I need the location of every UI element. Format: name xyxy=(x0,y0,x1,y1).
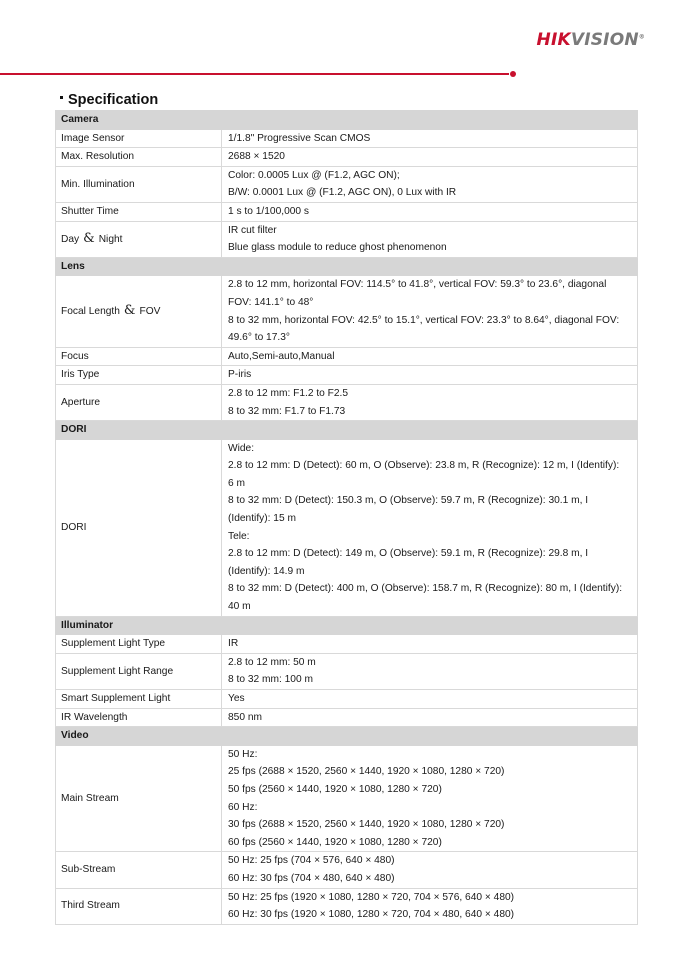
spec-value: Wide: 2.8 to 12 mm: D (Detect): 60 m, O (Observe): 23.8 m, R (Recognize): 12 m, I (Identify): 6 m 8 to 32 mm: D (Detect): 150.3 m, O (Observe): 59.7 m, R (Recognize): 30.1 m, I (Identify): 15 m Tele: 2.8 to 12 mm: D (Detect): 149 m, O (Observe): 59.1 m, R (Recognize): 29.8 m, I (Identify): 14.9 m 8 to 32 mm: D (Detect): 400 m, O (Observe): 158.7 m, R (Recognize): 80 m, I (Identify): 40 m xyxy=(222,439,638,616)
group-header-illuminator: Illuminator xyxy=(56,616,638,635)
table-row xyxy=(56,202,638,221)
spec-value: P-iris xyxy=(222,366,638,385)
table-row xyxy=(56,653,638,689)
spec-label: Focal Length & FOV xyxy=(56,276,222,347)
table-row xyxy=(56,888,638,924)
group-header-video: Video xyxy=(56,727,638,746)
spec-value: 2688 × 1520 xyxy=(222,148,638,167)
spec-value: Auto,Semi-auto,Manual xyxy=(222,347,638,366)
spec-value: 850 nm xyxy=(222,708,638,727)
table-row xyxy=(56,166,638,202)
bullet-icon xyxy=(60,96,63,99)
section-title xyxy=(60,92,158,108)
spec-label: Image Sensor xyxy=(56,129,222,148)
table-row xyxy=(56,635,638,654)
spec-label: Iris Type xyxy=(56,366,222,385)
spec-value: Yes xyxy=(222,690,638,709)
specification-table xyxy=(55,110,638,925)
spec-label: Supplement Light Range xyxy=(56,653,222,689)
spec-label: Shutter Time xyxy=(56,202,222,221)
spec-value: 1 s to 1/100,000 s xyxy=(222,202,638,221)
table-row xyxy=(56,745,638,852)
logo-hik-text: HIK xyxy=(536,30,571,50)
spec-value: 1/1.8" Progressive Scan CMOS xyxy=(222,129,638,148)
table-row xyxy=(56,708,638,727)
spec-label: Day & Night xyxy=(56,221,222,257)
spec-label: Main Stream xyxy=(56,745,222,852)
spec-label: DORI xyxy=(56,439,222,616)
spec-label: Max. Resolution xyxy=(56,148,222,167)
table-row xyxy=(56,439,638,616)
table-row xyxy=(56,690,638,709)
spec-value: Color: 0.0005 Lux @ (F1.2, AGC ON); B/W: 0.0001 Lux @ (F1.2, AGC ON), 0 Lux with IR xyxy=(222,166,638,202)
spec-value: 2.8 to 12 mm: F1.2 to F2.5 8 to 32 mm: F1.7 to F1.73 xyxy=(222,384,638,420)
logo-registered-mark: ® xyxy=(638,33,645,41)
section-title-text: Specification xyxy=(68,92,159,108)
table-row xyxy=(56,384,638,420)
spec-value: 50 Hz: 25 fps (704 × 576, 640 × 480) 60 Hz: 30 fps (704 × 480, 640 × 480) xyxy=(222,852,638,888)
spec-label: Third Stream xyxy=(56,888,222,924)
spec-label: Smart Supplement Light xyxy=(56,690,222,709)
spec-label: Supplement Light Type xyxy=(56,635,222,654)
spec-label: IR Wavelength xyxy=(56,708,222,727)
table-row xyxy=(56,148,638,167)
table-row xyxy=(56,129,638,148)
group-header-camera: Camera xyxy=(56,111,638,130)
spec-value: IR cut filter Blue glass module to reduce ghost phenomenon xyxy=(222,221,638,257)
spec-label: Sub-Stream xyxy=(56,852,222,888)
spec-value: IR xyxy=(222,635,638,654)
group-header-dori: DORI xyxy=(56,421,638,440)
spec-label: Aperture xyxy=(56,384,222,420)
spec-label: Min. Illumination xyxy=(56,166,222,202)
header-divider-line xyxy=(0,73,509,75)
logo-vision-text: VISION xyxy=(570,30,639,50)
group-header-lens: Lens xyxy=(56,257,638,276)
spec-value: 2.8 to 12 mm: 50 m 8 to 32 mm: 100 m xyxy=(222,653,638,689)
table-row xyxy=(56,366,638,385)
hikvision-logo xyxy=(537,30,645,50)
spec-value: 2.8 to 12 mm, horizontal FOV: 114.5° to 41.8°, vertical FOV: 59.3° to 23.6°, diagonal FOV: 141.1° to 48° 8 to 32 mm, horizontal FOV: 42.5° to 15.1°, vertical FOV: 23.3° to 8.64°, diagonal FOV: 49.6° to 17.3° xyxy=(222,276,638,347)
table-row xyxy=(56,852,638,888)
spec-value: 50 Hz: 25 fps (1920 × 1080, 1280 × 720, 704 × 576, 640 × 480) 60 Hz: 30 fps (1920 × 1080, 1280 × 720, 704 × 480, 640 × 480) xyxy=(222,888,638,924)
table-row xyxy=(56,221,638,257)
spec-label: Focus xyxy=(56,347,222,366)
table-row xyxy=(56,276,638,347)
spec-value: 50 Hz: 25 fps (2688 × 1520, 2560 × 1440, 1920 × 1080, 1280 × 720) 50 fps (2560 × 1440, 1920 × 1080, 1280 × 720) 60 Hz: 30 fps (2688 × 1520, 2560 × 1440, 1920 × 1080, 1280 × 720) 60 fps (2560 × 1440, 1920 × 1080, 1280 × 720) xyxy=(222,745,638,852)
header-divider-dot xyxy=(510,71,516,77)
table-row xyxy=(56,347,638,366)
